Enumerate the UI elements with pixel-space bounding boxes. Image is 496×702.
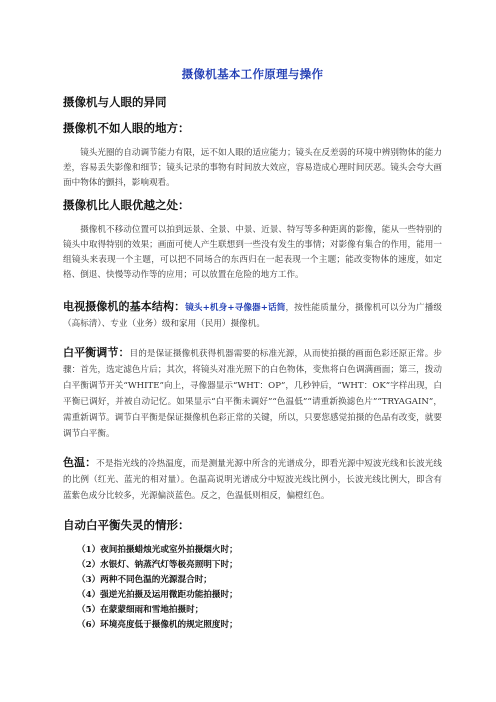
document-title: 摄像机基本工作原理与操作 bbox=[181, 67, 324, 81]
list-item: （4）强逆光拍摄及运用微距功能拍摄时； bbox=[77, 590, 238, 600]
heading-camera-structure: 电视摄像机的基本结构： bbox=[63, 300, 186, 313]
color-temperature-text: 不是指光线的冷热温度，而是测量光源中所含的光谱成分，即看光源中短波光线和长波光线的比例（红光、蓝光的相对量）。色温高说明光谱成分中短波光线比例小，长波光线比例大，即含有蓝紫色成分比较多，光源偏淡蓝色。反之，色温低则相反，偏橙红色。 bbox=[63, 459, 442, 501]
subheading-camera-advantage: 摄像机比人眼优越之处： bbox=[63, 198, 190, 212]
paragraph-color-temperature bbox=[63, 455, 442, 504]
structure-components: 镜头+机身+寻像器+话筒 bbox=[185, 303, 286, 313]
paragraph-camera-advantage: 摄像机不移动位置可以拍到远景、全景、中景、近景、特写等多种距离的影像，能从一些特别的镜头中取得特别的效果；画面可使人产生联想到一些没有发生的事情；对影像有集合的作用，能用一组镜头来表现一个主题，可以把不同场合的东西归在一起表现一个主题；能改变物体的速度，如定格、倒退、快慢等动作等的应用；可以放置在危险的地方工作。 bbox=[63, 225, 442, 280]
heading-white-balance: 白平衡调节： bbox=[63, 346, 130, 359]
failure-list bbox=[63, 543, 442, 633]
white-balance-text: 目的是保证摄像机获得机器需要的标准光源，从而使拍摄的画面色彩还原正常。步骤：首先，选定滤色片后；其次，将镜头对准光照下的白色物体，变焦将白色调满画面；第三，拨动白平衡调节开关“WHITE”向上，寻像器显示“WHT：OP”，几秒钟后，“WHT：OK”字样出现，白平衡已调好，并被自动记忆。如果显示“白平衡未调好”“色温低”“请重新换滤色片”“TRYAGAIN”，需重新调节。调节白平衡是保证摄像机色彩正常的关键，所以，只要您感觉拍摄的色品有改变，就要调节白平衡。 bbox=[63, 349, 442, 439]
paragraph-camera-weakness: 镜头光圈的自动调节能力有限，远不如人眼的适应能力；镜头在反差弱的环境中辨别物体的能力差，容易丢失影像和细节；镜头记录的事物有时间放大效应，容易造成心理时间厌恶。镜头会夸大画面中物体的颤抖，影响观看。 bbox=[63, 148, 442, 188]
structure-description: ，按性能质量分，摄像机可以分为广播级（高标清）、专业（业务）级和家用（民用）摄像机。 bbox=[63, 303, 442, 329]
list-item: （5）在蒙蒙细雨和雪地拍摄时； bbox=[77, 605, 204, 615]
list-item: （1）夜间拍摄蜡烛光或室外拍摄烟火时； bbox=[77, 545, 238, 555]
heading-auto-white-balance-failure: 自动白平衡失灵的情形： bbox=[63, 518, 190, 532]
list-item: （6）环境亮度低于摄像机的规定照度时； bbox=[77, 620, 238, 630]
section-heading-camera-vs-eye: 摄像机与人眼的异同 bbox=[63, 95, 167, 109]
list-item: （2）水银灯、钠蒸汽灯等极亮照明下时； bbox=[77, 560, 238, 570]
list-item: （3）两种不同色温的光源混合时； bbox=[77, 575, 212, 585]
subheading-camera-weakness: 摄像机不如人眼的地方： bbox=[63, 121, 190, 135]
paragraph-camera-structure bbox=[63, 299, 442, 332]
paragraph-white-balance bbox=[63, 345, 442, 442]
heading-color-temperature: 色温： bbox=[63, 456, 97, 469]
